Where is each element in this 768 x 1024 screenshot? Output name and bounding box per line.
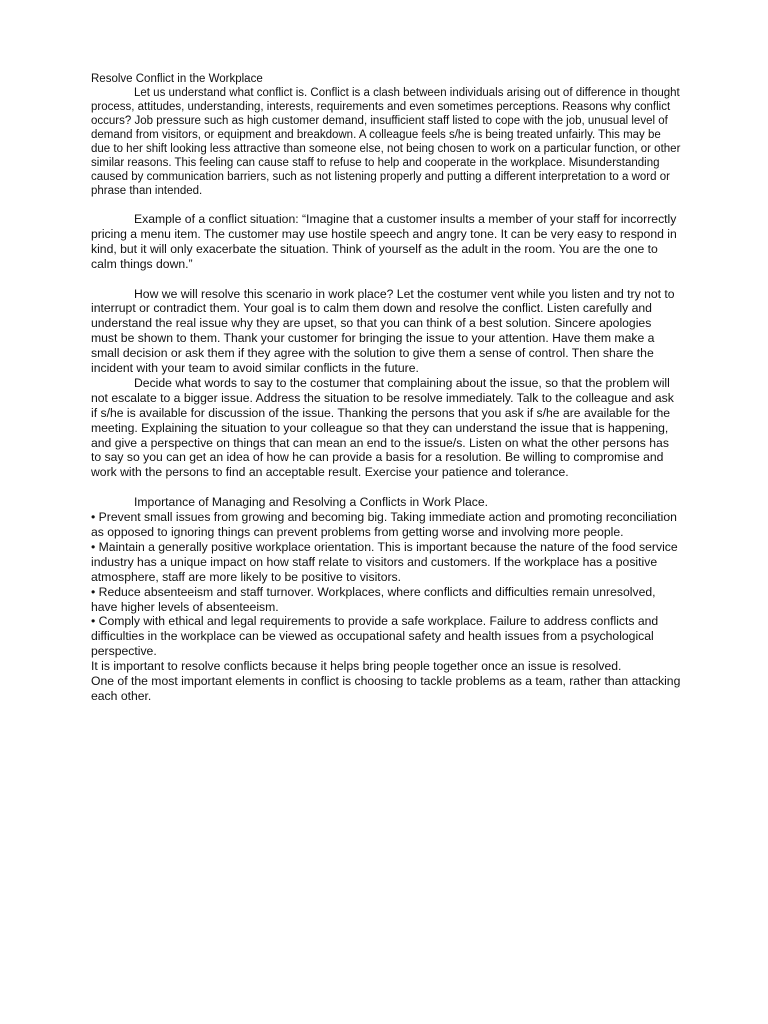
intro-paragraph: Let us understand what conflict is. Conflict is a clash between individuals arising out of difference in thought process, attitudes, understanding, interests, requirements and even sometimes perceptions. Reasons why conflict occurs? Job pressure such as high customer demand, insufficient staff listed to cope with the job, unusual level of demand from visitors, or equipment and breakdown. A colleague feels s/he is being treated unfairly. This may be due to her shift looking less attractive than someone else, not being chosen to work on a particular function, or other similar reasons. This feeling can cause staff to refuse to help and cooperate in the workplace. Misunderstanding caused by communication barriers, such as not listening properly and putting a different interpretation to a word or phrase than intended. [91, 87, 681, 197]
importance-heading: Importance of Managing and Resolving a Conflicts in Work Place. [134, 495, 489, 510]
bullet-item: • Reduce absenteeism and staff turnover. Workplaces, where conflicts and difficulties remain unresolved, have higher levels of absenteeism. [91, 584, 656, 614]
paragraph-gap [91, 272, 681, 287]
bullet-item: • Prevent small issues from growing and becoming big. Taking immediate action and promoting reconciliation as opposed to ignoring things can prevent problems from getting worse and involving more people. [91, 510, 677, 539]
decide-paragraph: Decide what words to say to the costumer that complaining about the issue, so that the problem will not escalate to a bigger issue. Address the situation to be resolve immediately. Talk to the colleague and ask if s/he is available for discussion of the issue. Thanking the persons that you ask if s/he are available for the meeting. Explaining the situation to your colleague so that they can understand the issue that is happening, and give a perspective on things that can mean an end to the issue/s. Listen on what the other persons has to say so you can get an idea of how he can provide a basis for a resolution. Be willing to compromise and work with the persons to find an acceptable result. Exercise your patience and tolerance. [91, 375, 674, 480]
resolve-paragraph: How we will resolve this scenario in work place? Let the costumer vent while you listen and try not to interrupt or contradict them. Your goal is to calm them down and resolve the conflict. Listen carefully and understand the real issue why they are upset, so that you can think of a best solution. Sincere apologies must be shown to them. Thank your customer for bringing the issue to your attention. Have them make a small decision or ask them if they agree with the solution to give them a sense of control. Then share the incident with your team to avoid similar conflicts in the future. [91, 286, 675, 376]
closing-paragraph: One of the most important elements in conflict is choosing to tackle problems as a team, rather than attacking each other. [91, 674, 681, 703]
bullet-item: • Comply with ethical and legal requirements to provide a safe workplace. Failure to address conflicts and difficulties in the workplace can be viewed as occupational safety and health issues from a psychological perspective. [91, 614, 659, 659]
document-page [91, 72, 681, 704]
example-paragraph: Example of a conflict situation: “Imagine that a customer insults a member of your staff for incorrectly pricing a menu item. The customer may use hostile speech and angry tone. It can be very easy to respond in kind, but it will only exacerbate the situation. Think of yourself as the adult in the room. You are the one to calm things down.” [91, 212, 677, 271]
paragraph-gap [91, 480, 681, 495]
closing-paragraph: It is important to resolve conflicts because it helps bring people together once an issue is resolved. [91, 659, 622, 674]
document-title: Resolve Conflict in the Workplace [91, 73, 263, 85]
bullet-item: • Maintain a generally positive workplace orientation. This is important because the nature of the food service industry has a unique impact on how staff relate to visitors and customers. If the workplace has a positive atmosphere, staff are more likely to be positive to visitors. [91, 539, 678, 584]
